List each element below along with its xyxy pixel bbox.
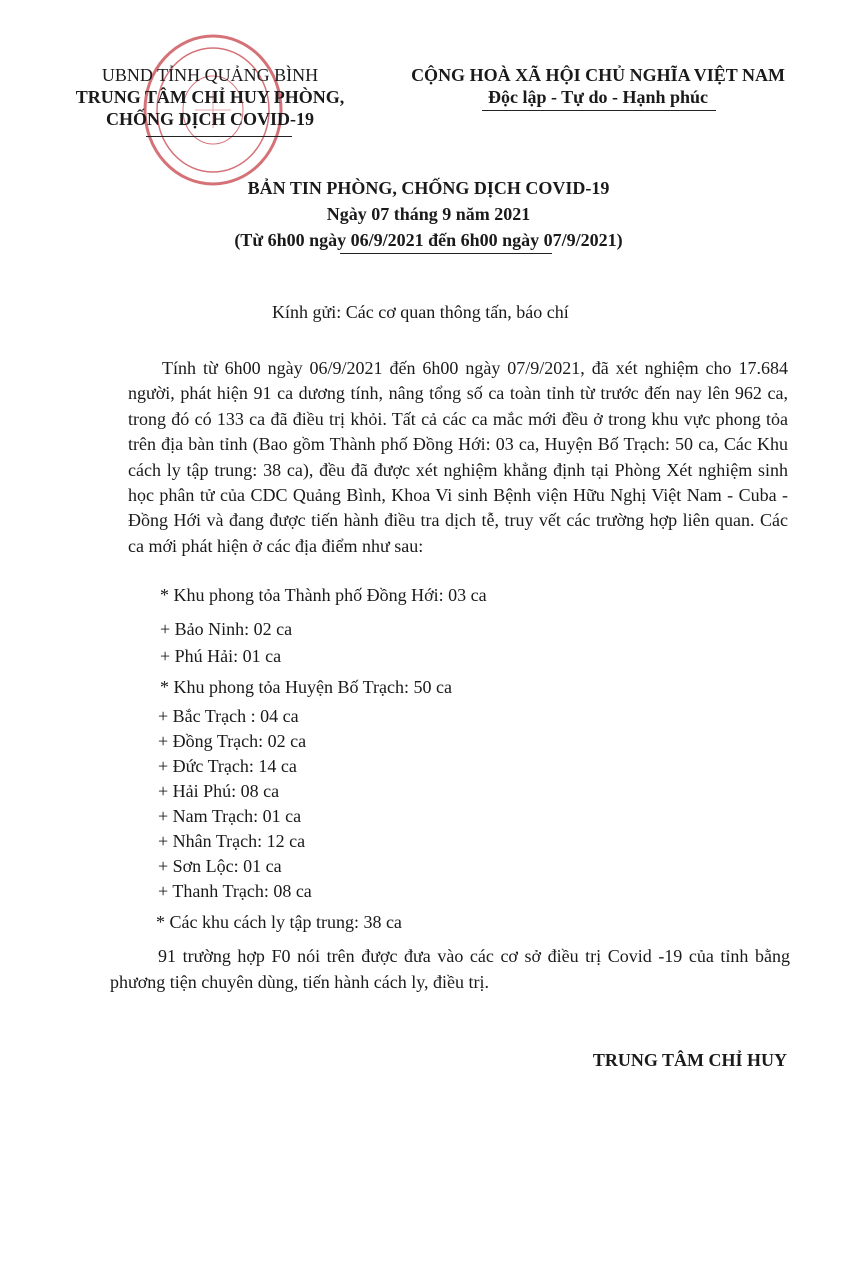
list-item: + Nam Trạch: 01 ca xyxy=(158,806,302,826)
list-item: + Phú Hải: 01 ca xyxy=(160,646,282,666)
motto: Độc lập - Tự do - Hạnh phúc xyxy=(487,87,709,107)
list-item: * Các khu cách ly tập trung: 38 ca xyxy=(156,912,402,932)
list-item: + Đồng Trạch: 02 ca xyxy=(158,731,307,751)
country-name: CỘNG HOÀ XÃ HỘI CHỦ NGHĨA VIỆT NAM xyxy=(411,65,785,85)
issuing-agency xyxy=(60,64,360,130)
agency-underline xyxy=(146,136,292,137)
list-item: * Khu phong tỏa Thành phố Đồng Hới: 03 ca xyxy=(160,585,487,605)
body-text xyxy=(128,356,788,559)
signer-title: TRUNG TÂM CHỈ HUY xyxy=(592,1050,787,1070)
document-date: Ngày 07 tháng 9 năm 2021 xyxy=(326,204,531,224)
motto-underline xyxy=(482,110,716,111)
closing-paragraph: 91 trường hợp F0 nói trên được đưa vào các cơ sở điều trị Covid -19 của tỉnh bằng phương tiện chuyên dùng, tiến hành cách ly, điều trị. xyxy=(110,946,790,992)
list-item: + Bảo Ninh: 02 ca xyxy=(160,619,293,639)
agency-line-3: CHỐNG DỊCH COVID-19 xyxy=(105,109,314,129)
list-item: + Sơn Lộc: 01 ca xyxy=(158,856,282,876)
list-item: + Nhân Trạch: 12 ca xyxy=(158,831,306,851)
agency-line-2: TRUNG TÂM CHỈ HUY PHÒNG, xyxy=(75,87,345,107)
title-underline xyxy=(340,253,552,254)
list-item: + Thanh Trạch: 08 ca xyxy=(158,881,312,901)
list-item: + Đức Trạch: 14 ca xyxy=(158,756,297,776)
national-motto xyxy=(380,64,816,108)
recipient-line: Kính gửi: Các cơ quan thông tấn, báo chí xyxy=(272,302,569,322)
document-period: (Từ 6h00 ngày 06/9/2021 đến 6h00 ngày 07/9/2021) xyxy=(234,230,623,250)
agency-line-1: UBND TỈNH QUẢNG BÌNH xyxy=(101,65,319,85)
list-item: + Bắc Trạch : 04 ca xyxy=(158,706,299,726)
document-title: BẢN TIN PHÒNG, CHỐNG DỊCH COVID-19 xyxy=(247,178,610,198)
list-item: + Hải Phú: 08 ca xyxy=(158,781,280,801)
list-item: * Khu phong tỏa Huyện Bố Trạch: 50 ca xyxy=(160,677,452,697)
body-paragraph: Tính từ 6h00 ngày 06/9/2021 đến 6h00 ngày 07/9/2021, đã xét nghiệm cho 17.684 người, phát hiện 91 ca dương tính, nâng tổng số ca toàn tỉnh từ trước đến nay lên 962 ca, trong đó có 133 ca đã điều trị khỏi. Tất cả các ca mắc mới đều ở trong khu vực phong tỏa trên địa bàn tỉnh (Bao gồm Thành phố Đồng Hới: 03 ca, Huyện Bố Trạch: 50 ca, Các Khu cách ly tập trung: 38 ca), đều đã được xét nghiệm khẳng định tại Phòng Xét nghiệm sinh học phân tử của CDC Quảng Bình, Khoa Vi sinh Bệnh viện Hữu Nghị Việt Nam - Cuba - Đồng Hới và đang được tiến hành điều tra dịch tễ, truy vết các trường hợp liên quan. Các ca mới phát hiện ở các địa điểm như sau: xyxy=(128,358,788,556)
